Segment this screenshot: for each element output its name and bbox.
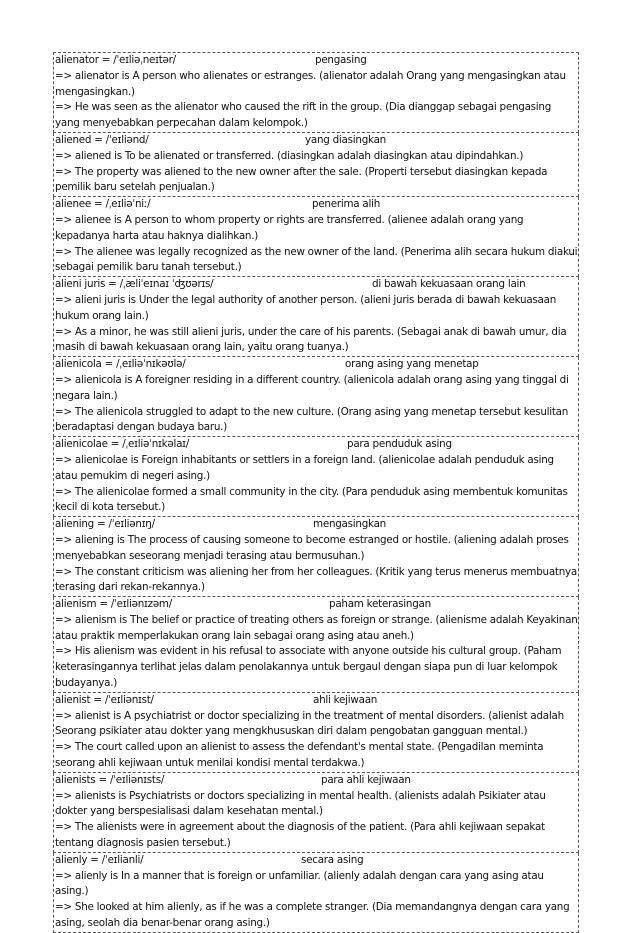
entry-example: => The constant criticism was aliening her from her colleagues. (Kritik yang terus menerus membuatnya terasing dari rekan-rekannya.): [55, 565, 577, 594]
entry-term: alienicolae = /ˌeɪliəˈnɪkəlaɪ/: [55, 438, 189, 451]
dictionary-entry: [53, 693, 579, 773]
dictionary-entry: [53, 853, 579, 933]
entry-example: => The property was aliened to the new owner after the sale. (Properti tersebut diasingkan kepada pemilik baru setelah penjualan.): [55, 165, 548, 194]
entry-term: alienator = /ˈeɪliəˌneɪtər/: [55, 54, 176, 66]
entry-meaning: penerima alih: [312, 198, 381, 211]
entry-example: => As a minor, he was still alieni juris, under the care of his parents. (Sebagai anak di bawah umur, dia masih di bawah kekuasaan orang lain, yaitu orang tuanya.): [55, 325, 567, 354]
entry-example: => He was seen as the alienator who caused the rift in the group. (Dia dianggap sebagai pengasing yang menyebabkan perpecahan dalam kelompok.): [55, 101, 552, 130]
entry-meaning: yang diasingkan: [305, 133, 386, 146]
entry-header: [54, 357, 578, 373]
entry-definition: => alienists is Psychiatrists or doctors specializing in mental health. (alienists adalah Psikiater atau dokter yang berspesialisasi dalam kesehatan mental.): [55, 789, 546, 818]
entry-header: [54, 53, 578, 69]
entry-meaning: secara asing: [301, 853, 364, 866]
entry-example: => She looked at him alienly, as if he was a complete stranger. (Dia memandangnya dengan cara yang asing, seolah dia benar-benar orang asing.): [55, 901, 570, 930]
entry-term: alienee = /ˌeɪliəˈniː/: [55, 198, 151, 211]
entry-term: alienicola = /ˌeɪliəˈnɪkəʊlə/: [55, 358, 186, 371]
entry-definition: => alienicolae is Foreign inhabitants or settlers in a foreign land. (alienicolae adalah penduduk asing atau pemukim di negeri asing.): [55, 453, 554, 482]
entry-header: [54, 693, 578, 709]
entry-example: => The court called upon an alienist to assess the defendant's mental state. (Pengadilan meminta seorang ahli kejiwaan untuk menilai kondisi mental terdakwa.): [55, 741, 544, 770]
dictionary-entry: [53, 357, 579, 437]
entry-header: [54, 597, 578, 613]
entry-definition: => alienist is A psychiatrist or doctor specializing in the treatment of mental disorders. (alienist adalah Seorang psikiater atau dokter yang mengkhususkan diri dalam pengobatan gangguan mental.): [55, 709, 564, 738]
dictionary-entry: [53, 517, 579, 597]
entry-term: alienist = /ˈeɪliənɪst/: [55, 693, 154, 706]
entry-meaning: para ahli kejiwaan: [321, 773, 411, 786]
entry-term: alieni juris = /ˌæliˈeɪnaɪ ˈʤʊərɪs/: [55, 278, 214, 291]
entry-example: => The alienicola struggled to adapt to the new culture. (Orang asing yang menetap tersebut kesulitan beradaptasi dengan budaya baru.): [55, 405, 569, 434]
entry-term: alienists = /ˈeɪliənɪsts/: [55, 773, 165, 786]
entry-definition: => alienly is In a manner that is foreign or unfamiliar. (alienly adalah dengan cara yang asing atau asing.): [55, 869, 544, 898]
entry-definition: => aliened is To be alienated or transferred. (diasingkan adalah diasingkan atau dipindahkan.): [55, 149, 524, 162]
dictionary-entry: [53, 197, 579, 277]
entry-definition: => alienicola is A foreigner residing in a different country. (alienicola adalah orang asing yang tinggal di negara lain.): [55, 373, 569, 402]
entry-header: [54, 853, 578, 869]
entry-meaning: mengasingkan: [313, 518, 386, 531]
entry-definition: => alienator is A person who alienates or estranges. (alienator adalah Orang yang mengasingkan atau mengasingkan.): [55, 69, 566, 98]
entry-definition: => alienism is The belief or practice of treating others as foreign or strange. (alienisme adalah Keyakinan atau praktik memperlakukan orang lain sebagai orang asing atau aneh.): [55, 613, 578, 642]
entry-header: [54, 437, 578, 453]
entry-term: alienly = /ˈeɪlianli/: [55, 853, 144, 866]
entry-definition: => alieni juris is Under the legal authority of another person. (alieni juris berada di bawah kekuasaan hukum orang lain.): [55, 293, 557, 322]
dictionary-entry: [53, 133, 579, 197]
entry-meaning: orang asing yang menetap: [345, 358, 479, 371]
entry-header: [54, 277, 578, 293]
dictionary-entry: [53, 597, 579, 693]
entry-meaning: paham keterasingan: [329, 598, 431, 611]
entry-definition: => alienee is A person to whom property or rights are transferred. (alienee adalah orang yang kepadanya harta atau haknya dialihkan.): [55, 213, 524, 242]
entry-example: => The alienee was legally recognized as the new owner of the land. (Penerima alih secara hukum diakui sebagai pemilik baru tanah tersebut.): [55, 245, 578, 274]
entry-meaning: pengasing: [315, 54, 367, 66]
entry-example: => His alienism was evident in his refusal to associate with anyone outside his cultural group. (Paham keterasingannya terlihat jelas dalam penolakannya untuk bergaul dengan siapa pun di luar kelompok budayanya.): [55, 645, 562, 690]
dictionary-document: [53, 52, 579, 933]
dictionary-entry: [53, 52, 579, 133]
dictionary-entry: [53, 773, 579, 853]
entry-meaning: ahli kejiwaan: [313, 693, 378, 706]
entry-example: => The alienists were in agreement about the diagnosis of the patient. (Para ahli kejiwaan sepakat tentang diagnosis pasien tersebut.): [55, 821, 545, 850]
entry-header: [54, 773, 578, 789]
entry-meaning: di bawah kekuasaan orang lain: [372, 278, 526, 291]
entry-term: aliened = /ˈeɪliənd/: [55, 133, 149, 146]
entry-header: [54, 197, 578, 213]
entry-definition: => aliening is The process of causing someone to become estranged or hostile. (aliening adalah proses menyebabkan seseorang menjadi terasing atau bermusuhan.): [55, 533, 569, 562]
entry-meaning: para penduduk asing: [347, 438, 452, 451]
entry-header: [54, 133, 578, 149]
dictionary-entry: [53, 437, 579, 517]
entry-header: [54, 517, 578, 533]
entry-term: aliening = /ˈeɪliənɪŋ/: [55, 518, 155, 531]
entry-example: => The alienicolae formed a small community in the city. (Para penduduk asing membentuk komunitas kecil di kota tersebut.): [55, 485, 568, 514]
dictionary-entry: [53, 277, 579, 357]
entry-term: alienism = /ˈeɪliənɪzəm/: [55, 598, 172, 611]
